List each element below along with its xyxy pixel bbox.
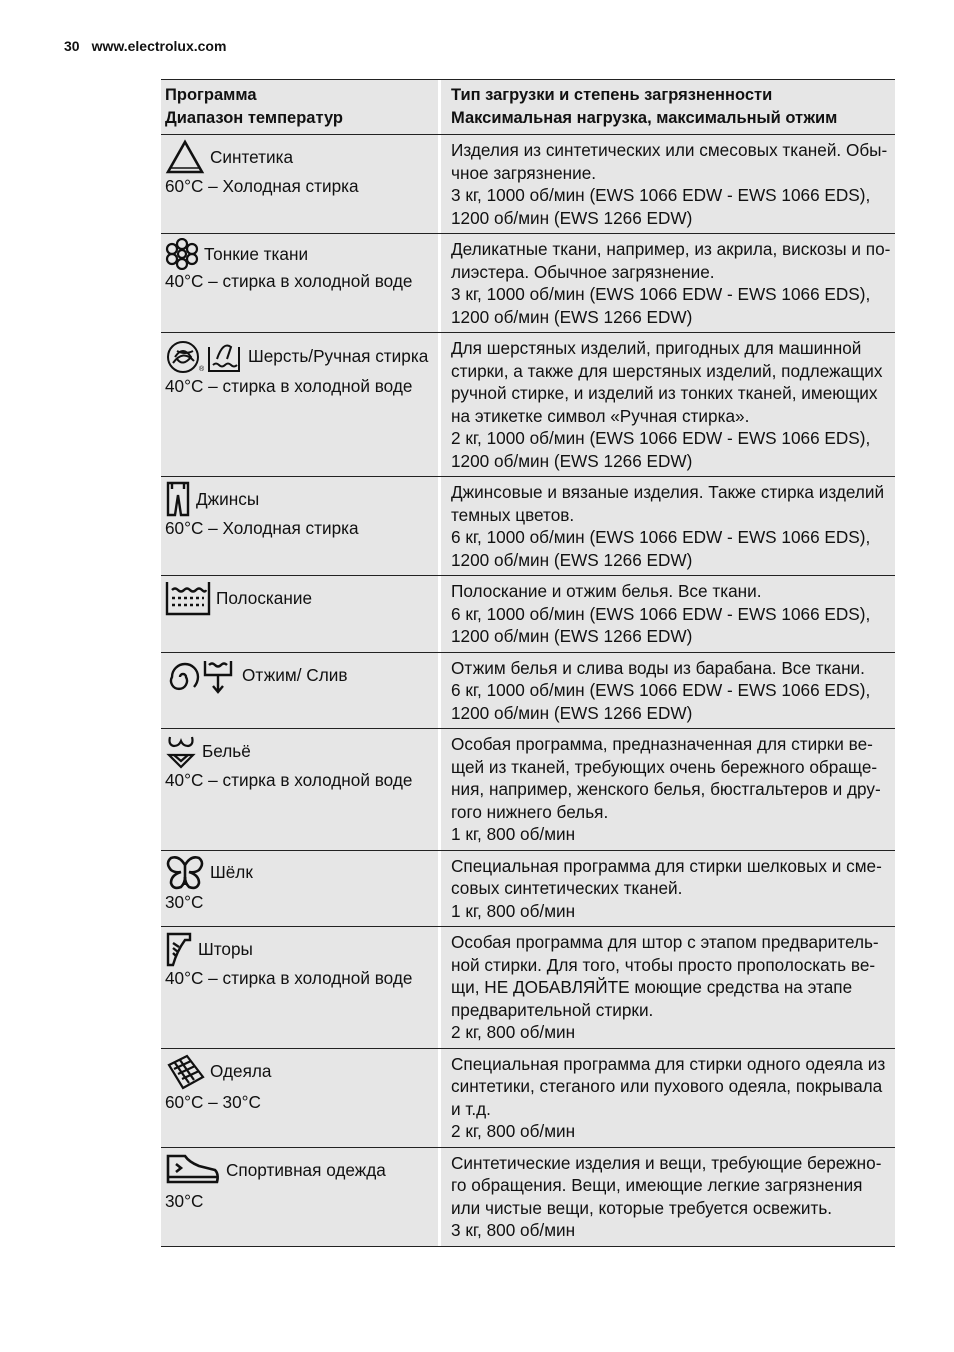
- description-line: гого нижнего белья.: [451, 801, 609, 822]
- table-row: [161, 1049, 895, 1148]
- program-name: Одеяла: [210, 1061, 272, 1082]
- program-description-cell: [438, 1148, 895, 1246]
- description-line: синтетики, стеганого или пухового одеяла, покрывала: [451, 1076, 883, 1096]
- description-line: стирки, а также для шерстяных изделий, подлежащих: [451, 360, 883, 381]
- description-line: щи, НЕ ДОБАВЛЯЙТЕ моющие средства на этапе: [451, 977, 853, 997]
- description-line: Деликатные ткани, например, из акрила, вискозы и по-: [451, 239, 891, 259]
- program-name: Джинсы: [196, 488, 260, 509]
- program-cell: [161, 234, 438, 332]
- description-line: Полоскание и отжим белья. Все ткани.: [451, 581, 762, 601]
- table-row: [161, 1148, 895, 1246]
- table-row: [161, 576, 895, 653]
- description-line: Особая программа, предназначенная для стирки ве-: [451, 734, 873, 754]
- description-line: 1 кг, 800 об/мин: [451, 900, 576, 921]
- spin-drain-icon: [165, 657, 237, 695]
- table-row: [161, 729, 895, 851]
- program-name-line: [165, 733, 434, 769]
- description-line: совых синтетических тканей.: [451, 878, 683, 898]
- program-cell: [161, 729, 438, 850]
- program-name-line: [165, 337, 434, 375]
- program-temperature: 60°C – Холодная стирка: [165, 176, 359, 196]
- description-line: Отжим белья и слива воды из барабана. Все ткани.: [451, 657, 865, 678]
- description-line: Синтетические изделия и вещи, требующие бережно-: [451, 1152, 882, 1173]
- description-line: щей из тканей, требующих очень бережного обраще-: [451, 756, 878, 777]
- program-description-cell: [438, 851, 895, 927]
- description-line: 1 кг, 800 об/мин: [451, 824, 576, 844]
- program-description-cell: [438, 234, 895, 332]
- program-name-line: [165, 657, 434, 695]
- synthetics-triangle-icon: [165, 139, 205, 175]
- program-description-cell: [438, 576, 895, 652]
- page-header: [64, 38, 226, 54]
- table-row: [161, 477, 895, 576]
- description-line: 2 кг, 800 об/мин: [451, 1121, 576, 1141]
- program-description-cell: [438, 1049, 895, 1147]
- program-name: Отжим/ Слив: [242, 665, 348, 686]
- table-row: [161, 653, 895, 730]
- duvet-icon: [165, 1053, 205, 1091]
- program-name-line: [165, 855, 434, 891]
- program-cell: [161, 927, 438, 1048]
- description-line: 1200 об/мин (EWS 1266 EDW): [451, 549, 693, 570]
- program-name: Шёлк: [210, 862, 253, 883]
- description-line: Для шерстяных изделий, пригодных для машинной: [451, 338, 862, 358]
- description-line: и т.д.: [451, 1098, 491, 1119]
- description-line: на этикетке символ «Ручная стирка».: [451, 405, 750, 426]
- table-header-row: [161, 80, 895, 135]
- description-line: ния, например, женского белья, бюстгальтеров и дру-: [451, 779, 881, 799]
- site-link[interactable]: www.electrolux.com: [91, 38, 227, 54]
- description-line: чное загрязнение.: [451, 162, 597, 183]
- program-temperature: 30°C: [165, 1190, 204, 1211]
- program-name-line: [165, 139, 434, 175]
- program-description-cell: [438, 653, 895, 729]
- svg-text:®: ®: [199, 366, 205, 373]
- description-line: Особая программа для штор с этапом предваритель-: [451, 932, 879, 952]
- jeans-icon: [165, 481, 191, 517]
- delicate-flower-icon: [165, 238, 199, 270]
- program-name: Тонкие ткани: [204, 243, 309, 264]
- table-row: [161, 851, 895, 928]
- program-cell: [161, 1148, 438, 1246]
- column-header-temp-range: Диапазон температур: [165, 108, 344, 127]
- programs-table: [161, 79, 895, 1247]
- wool-handwash-icon: [165, 337, 243, 375]
- program-name-line: [165, 1152, 434, 1190]
- table-row: [161, 135, 895, 234]
- program-name-line: [165, 238, 434, 270]
- program-temperature: 40°C – стирка в холодной воде: [165, 376, 413, 396]
- program-name: Бельё: [202, 740, 251, 761]
- description-line: 1200 об/мин (EWS 1266 EDW): [451, 702, 693, 723]
- description-line: 1200 об/мин (EWS 1266 EDW): [451, 306, 693, 327]
- program-name: Спортивная одежда: [226, 1160, 386, 1181]
- page-number: 30: [64, 38, 80, 54]
- program-cell: [161, 135, 438, 233]
- program-temperature: 40°C – стирка в холодной воде: [165, 968, 413, 988]
- description-line: лиэстера. Обычное загрязнение.: [451, 261, 715, 282]
- column-header-load-type: Тип загрузки и степень загрязненности: [451, 86, 773, 104]
- program-temperature: 60°C – 30°C: [165, 1091, 261, 1112]
- program-description-cell: [438, 927, 895, 1048]
- program-description-cell: [438, 477, 895, 575]
- lingerie-icon: [165, 733, 197, 769]
- program-name: Шерсть/Ручная стирка: [248, 345, 429, 366]
- description-line: 2 кг, 1000 об/мин (EWS 1066 EDW - EWS 1066 EDS),: [451, 428, 871, 448]
- program-name-line: [165, 481, 434, 517]
- sportswear-shoe-icon: [165, 1152, 221, 1190]
- description-line: Джинсовые и вязаные изделия. Также стирка изделий: [451, 482, 885, 502]
- table-row: [161, 333, 895, 477]
- program-cell: [161, 477, 438, 575]
- description-line: ной стирки. Для того, чтобы просто прополоскать ве-: [451, 954, 876, 975]
- description-line: ручной стирке, и изделий из тонких тканей, имеющих: [451, 383, 878, 403]
- header-left-cell: [161, 80, 438, 134]
- description-line: Специальная программа для стирки шелковых и сме-: [451, 855, 882, 876]
- header-right-cell: [438, 80, 895, 134]
- program-name: Полоскание: [216, 587, 313, 608]
- silk-butterfly-icon: [165, 855, 205, 891]
- program-cell: [161, 333, 438, 476]
- description-line: Специальная программа для стирки одного одеяла из: [451, 1053, 886, 1074]
- description-line: 3 кг, 800 об/мин: [451, 1220, 576, 1240]
- program-temperature: 40°C – стирка в холодной воде: [165, 271, 413, 291]
- description-line: 3 кг, 1000 об/мин (EWS 1066 EDW - EWS 1066 EDS),: [451, 185, 871, 205]
- description-line: 6 кг, 1000 об/мин (EWS 1066 EDW - EWS 1066 EDS),: [451, 680, 871, 700]
- program-name-line: [165, 931, 434, 967]
- program-temperature: 60°C – Холодная стирка: [165, 518, 359, 538]
- description-line: 1200 об/мин (EWS 1266 EDW): [451, 626, 693, 646]
- curtains-icon: [165, 931, 193, 967]
- table-row: [161, 234, 895, 333]
- table-row: [161, 927, 895, 1049]
- program-cell: [161, 576, 438, 652]
- program-name: Шторы: [198, 938, 253, 959]
- description-line: 1200 об/мин (EWS 1266 EDW): [451, 450, 693, 471]
- description-line: предварительной стирки.: [451, 999, 654, 1020]
- description-line: 3 кг, 1000 об/мин (EWS 1066 EDW - EWS 1066 EDS),: [451, 284, 871, 304]
- program-description-cell: [438, 729, 895, 850]
- description-line: 6 кг, 1000 об/мин (EWS 1066 EDW - EWS 1066 EDS),: [451, 603, 871, 624]
- description-line: Изделия из синтетических или смесовых тканей. Обы-: [451, 140, 888, 160]
- description-line: или чистые вещи, которые требуется освежить.: [451, 1197, 833, 1218]
- program-name-line: [165, 1053, 434, 1091]
- rinse-icon: [165, 580, 211, 616]
- column-header-program: Программа: [165, 86, 257, 104]
- description-line: темных цветов.: [451, 504, 575, 525]
- program-temperature: 40°C – стирка в холодной воде: [165, 770, 413, 790]
- description-line: 1200 об/мин (EWS 1266 EDW): [451, 207, 693, 228]
- description-line: 6 кг, 1000 об/мин (EWS 1066 EDW - EWS 1066 EDS),: [451, 527, 871, 547]
- program-temperature: 30°C: [165, 891, 204, 912]
- program-description-cell: [438, 333, 895, 476]
- program-name: Синтетика: [210, 146, 294, 167]
- program-description-cell: [438, 135, 895, 233]
- description-line: 2 кг, 800 об/мин: [451, 1022, 576, 1042]
- program-name-line: [165, 580, 434, 616]
- program-cell: [161, 653, 438, 729]
- description-line: го обращения. Вещи, имеющие легкие загрязнения: [451, 1175, 863, 1195]
- program-cell: [161, 1049, 438, 1147]
- column-header-max-load: Максимальная нагрузка, максимальный отжим: [451, 108, 838, 127]
- program-cell: [161, 851, 438, 927]
